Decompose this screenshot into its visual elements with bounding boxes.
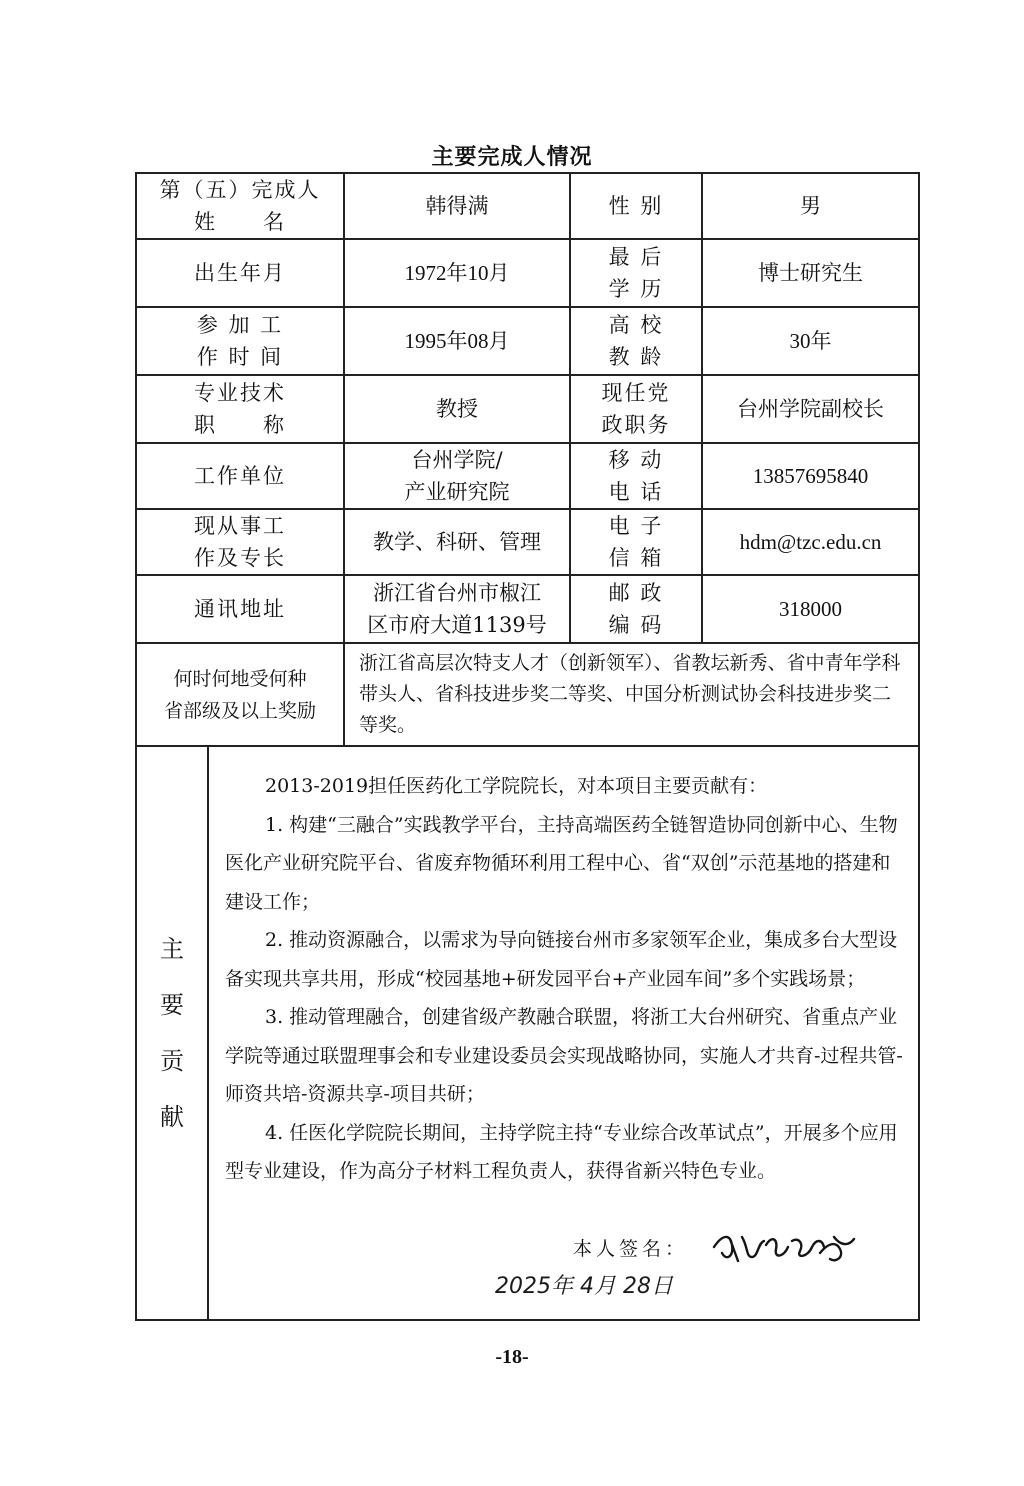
label-awards: 何时何地受何种 省部级及以上奖励 [136,643,344,746]
label-specialty: 现从事工 作及专长 [136,509,344,575]
label-education: 最 后 学 历 [570,239,702,307]
table-row [136,575,919,643]
value-email: hdm@tzc.edu.cn [702,509,919,575]
label-mobile: 移 动 电 话 [570,443,702,509]
label-position: 现任党 政职务 [570,375,702,443]
signature-date: 2025年 4月 28日 [495,1274,673,1299]
signature-label: 本人签名： [572,1238,688,1260]
contribution-paragraph: 2. 推动资源融合，以需求为导向链接台州市多家领军企业，集成多台大型设备实现共享共用，形成“校园基地+研发园平台+产业园车间”多个实践场景； [225,929,898,990]
label-title: 专业技术 职 称 [136,375,344,443]
contribution-paragraph: 3. 推动管理融合，创建省级产教融合联盟，将浙工大台州研究、省重点产业学院等通过联盟理事会和专业建设委员会实现战略协同，实施人才共育-过程共管-师资共培-资源共享-项目共研； [225,1006,903,1105]
label-address: 通讯地址 [136,575,344,643]
contribution-paragraph: 2013-2019担任医药化工学院院长，对本项目主要贡献有： [265,775,768,797]
label-gender: 性 别 [570,173,702,239]
value-teaching-years: 30年 [702,307,919,375]
value-name: 韩得满 [344,173,570,239]
page-title: 主要完成人情况 [431,145,593,170]
value-birth: 1972年10月 [344,239,570,307]
label-employer: 工作单位 [136,443,344,509]
value-employer: 台州学院/ 产业研究院 [344,443,570,509]
table-row [136,239,919,307]
label-contribution: 主 要 贡 献 [136,746,208,1320]
label-postcode: 邮 政 编 码 [570,575,702,643]
value-mobile: 13857695840 [702,443,919,509]
value-title: 教授 [344,375,570,443]
label-work-start: 参 加 工 作 时 间 [136,307,344,375]
value-education: 博士研究生 [702,239,919,307]
table-row [136,509,919,575]
label-name: 第（五）完成人 姓 名 [136,173,344,239]
value-contribution [208,746,919,1320]
table-row [136,746,919,1320]
page-number: -18- [495,1346,529,1368]
value-address: 浙江省台州市椒江 区市府大道1139号 [344,575,570,643]
handwritten-signature-icon [708,1217,858,1277]
value-work-start: 1995年08月 [344,307,570,375]
value-specialty: 教学、科研、管理 [344,509,570,575]
value-awards: 浙江省高层次特支人才（创新领军）、省教坛新秀、省中青年学科带头人、省科技进步奖二等奖、中国分析测试协会科技进步奖二等奖。 [344,643,919,746]
value-position: 台州学院副校长 [702,375,919,443]
table-row [136,375,919,443]
value-postcode: 318000 [702,575,919,643]
table-row [136,173,919,239]
value-gender: 男 [702,173,919,239]
table-row [136,443,919,509]
table-row [136,307,919,375]
label-email: 电 子 信 箱 [570,509,702,575]
label-teaching-years: 高 校 教 龄 [570,307,702,375]
table-row [136,643,919,746]
label-birth: 出生年月 [136,239,344,307]
contribution-paragraph: 1. 构建“三融合”实践教学平台，主持高端医药全链智造协同创新中心、生物医化产业研究院平台、省废弃物循环利用工程中心、省“双创”示范基地的搭建和建设工作； [225,813,898,913]
info-table [135,172,920,1321]
contribution-paragraph: 4. 任医化学院院长期间，主持学院主持“专业综合改革试点”，开展多个应用型专业建设，作为高分子材料工程负责人，获得省新兴特色专业。 [225,1121,898,1182]
